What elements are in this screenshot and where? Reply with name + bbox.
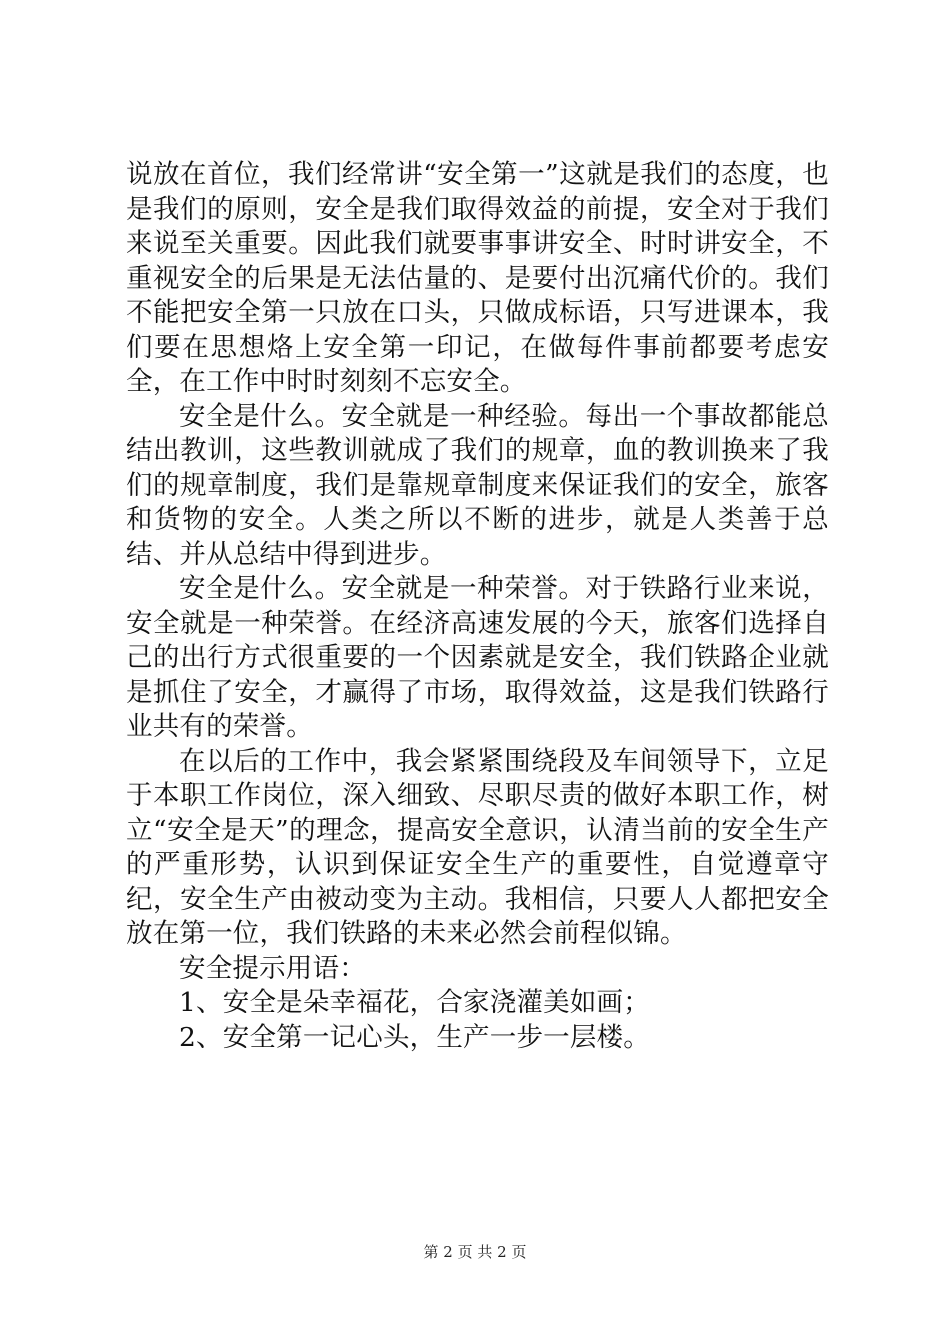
safety-slogans-heading: 安全提示用语： — [179, 952, 366, 984]
paragraph-continuation: 说放在首位，我们经常讲“安全第一”这就是我们的态度，也是我们的原则，安全是我们取得效益的前提，安全对于我们来说至关重要。因此我们就要事事讲安全、时时讲安全，不重视安全的后果是无法估量的、是要付出沉痛代价的。我们不能把安全第一只放在口头，只做成标语，只写进课本，我们要在思想烙上安全第一印记，在做每件事前都要考虑安全，在工作中时时刻刻不忘安全。 — [126, 159, 829, 397]
page-footer: 第 2 页 共 2 页 — [423, 1243, 527, 1261]
document-body — [126, 158, 829, 1055]
paragraph-honor: 安全是什么。安全就是一种荣誉。对于铁路行业来说，安全就是一种荣誉。在经济高速发展的今天，旅客们选择自己的出行方式很重要的一个因素就是安全，我们铁路企业就是抓住了安全，才赢得了市场，取得效益，这是我们铁路行业共有的荣誉。 — [126, 573, 829, 742]
safety-slogan-1: 1、安全是朵幸福花，合家浇灌美如画； — [179, 987, 650, 1018]
paragraph-commitment: 在以后的工作中，我会紧紧围绕段及车间领导下，立足于本职工作岗位，深入细致、尽职尽责的做好本职工作，树立“安全是天”的理念，提高安全意识，认清当前的安全生产的严重形势，认识到保证安全生产的重要性，自觉遵章守纪，安全生产由被动变为主动。我相信，只要人人都把安全放在第一位，我们铁路的未来必然会前程似锦。 — [126, 745, 829, 949]
paragraph-experience: 安全是什么。安全就是一种经验。每出一个事故都能总结出教训，这些教训就成了我们的规章，血的教训换来了我们的规章制度，我们是靠规章制度来保证我们的安全，旅客和货物的安全。人类之所以不断的进步，就是人类善于总结、并从总结中得到进步。 — [126, 400, 829, 570]
safety-slogan-2: 2、安全第一记心头，生产一步一层楼。 — [179, 1021, 650, 1053]
